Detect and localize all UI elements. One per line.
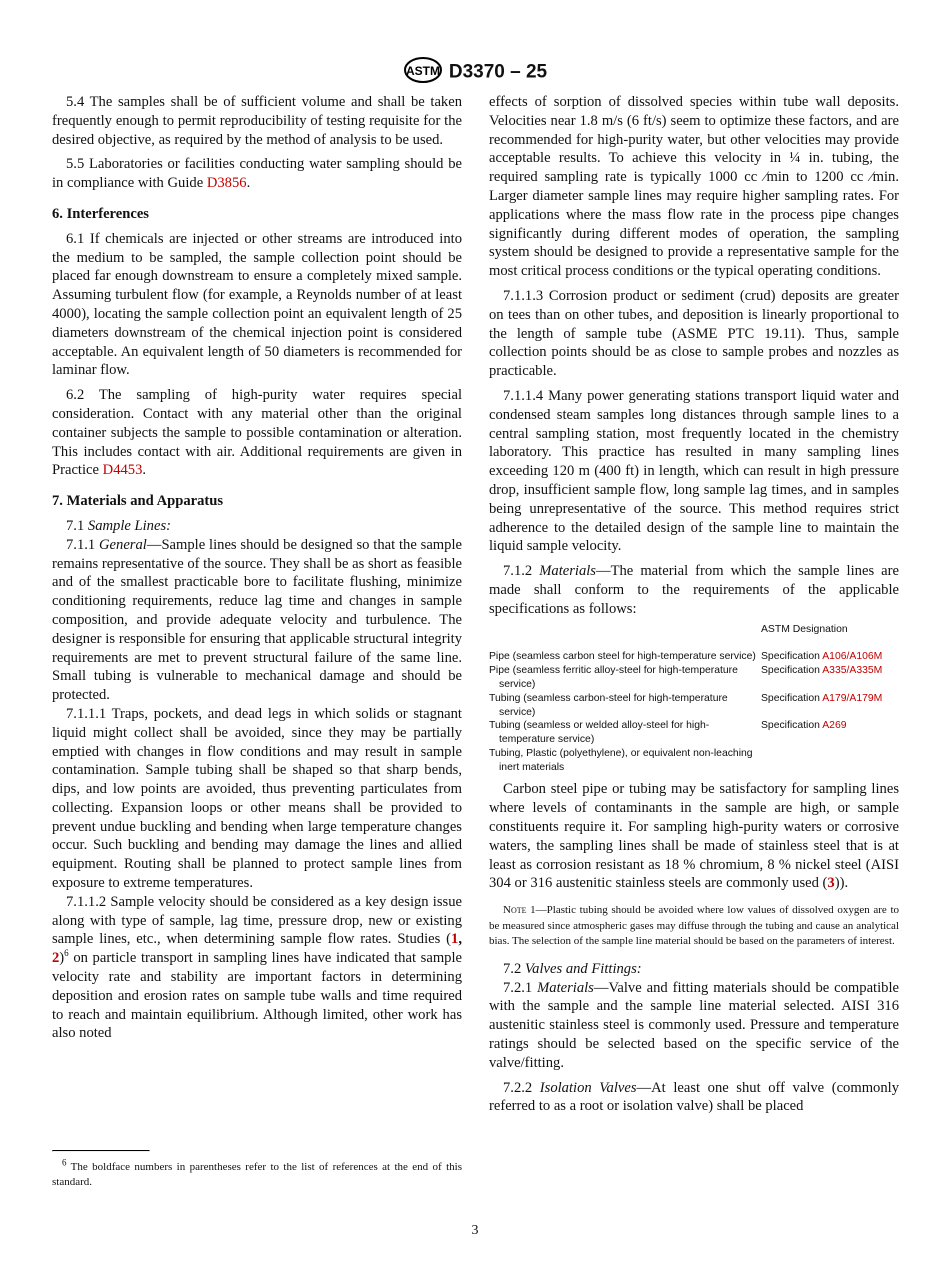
para-7-1-1-4: 7.1.1.4 Many power generating stations transport liquid water and condensed steam samples long distances through sample lines to a central sampling station, most frequently located in the chemistry laboratory. This practice has resulted in many sampling lines exceeding 120 m (400 ft) in length, which can result in high pressure drop, insufficient sample flow, long sample lag times, and in samples being unrepresentative of the source. This method requires strict adherence to the detailed design of the sample line to maintain the liquid sample velocity. — [489, 387, 899, 555]
subheading: Sample Lines: — [87, 517, 171, 534]
subheading: Isolation Valves — [539, 1079, 637, 1096]
text: —Valve and fitting materials should be compatible with the sample and the sample line material selected. AISI 316 austenitic stainless steel is commonly used. Pressure and temperature ratings should be selected based on the specific service of the valve/fitting. — [489, 979, 899, 1071]
text: —Sample lines should be designed so that the sample remains representative of the source. They shall be as short as feasible and of the smallest practicable bore to facilitate flushing, minimize conditioning requirements, reduce lag time and changes in sample composition, and provide adequate velocity and turbulence. The designer is responsible for ensuring that applicable structural integrity requirements are met to prevent structural failure of the same line. Small tubing is vulnerable to mechanical damage and should be protected. — [52, 536, 462, 704]
text: . — [246, 175, 251, 192]
para-7-2-1 — [489, 979, 899, 1073]
num: 7.1.1 — [66, 536, 100, 553]
num: 7.2.1 — [503, 979, 538, 996]
subheading: Valves and Fittings: — [524, 960, 642, 977]
subheading: Materials — [537, 979, 594, 996]
para-carbon-steel — [489, 780, 899, 893]
num: 7.1.2 — [503, 563, 540, 580]
page-number: 3 — [471, 1223, 479, 1238]
text: —At least one shut off valve (commonly referred to as a root or isolation valve) shall be placed — [489, 1079, 900, 1115]
spec-link[interactable]: A269 — [822, 720, 847, 732]
materials-table — [489, 623, 899, 775]
para-7-1-1-1: 7.1.1.1 Traps, pockets, and dead legs in which solids or stagnant liquid might collect shall be avoided, since they may be partially emptied with changes in flow conditions and may result in sample contamination. Sample tubing shall be shaped so that sharp bends, dips, and low points are avoided, thus preventing particulates from collecting. Expansion loops or other means shall be provided to prevent undue buckling and bending when large temperature changes occur. Such buckling and bending may damage the lines and allied equipment. Routing shall be planned to protect sample lines from exposure to extreme temperatures. — [52, 705, 462, 892]
table-row — [489, 650, 899, 664]
sep: , — [458, 931, 462, 948]
ref-link-1[interactable]: 1 — [451, 931, 459, 948]
table-row — [489, 747, 899, 775]
standard-designation: D3370 – 25 — [448, 61, 548, 83]
note-1 — [489, 903, 899, 950]
svg-text:ASTM: ASTM — [405, 64, 440, 78]
link-d4453[interactable]: D4453 — [102, 462, 143, 479]
subheading: Materials — [539, 563, 596, 580]
material-cell: Pipe (seamless carbon steel for high-temperature service) — [489, 651, 756, 663]
ref-link-3[interactable]: 3 — [827, 875, 835, 892]
left-column — [52, 93, 462, 1043]
right-column — [489, 93, 899, 1122]
text: on particle transport in sampling lines have indicated that sample velocity rate and stability are important factors in determining deposition and erosion rates on sample tube walls and time required to reach and maintain equilibrium. Although limited, other work has also noted — [52, 950, 462, 1042]
text: —The material from which the sample lines are made shall conform to the requirements of the applicable specifications as follows: — [489, 563, 899, 617]
text: . — [142, 462, 147, 479]
text: 6.2 The sampling of high-purity water requires special consideration. Contact with any material other than the original container subjects the sample to possible contamination or alteration. This includes contact with air. Additional requirements are given in Practice — [52, 387, 462, 479]
spec-label: Specification — [761, 720, 823, 732]
material-cell: Pipe (seamless ferritic alloy-steel for high-temperature service) — [489, 665, 738, 690]
text: )). — [834, 875, 849, 892]
num: 7.2 — [503, 960, 525, 977]
spec-cell — [761, 650, 899, 664]
material-cell: Tubing (seamless carbon-steel for high-temperature service) — [489, 692, 728, 718]
footnote-number: 6 — [62, 1157, 67, 1168]
spec-cell — [761, 664, 899, 692]
page-header — [0, 56, 950, 89]
footnote — [52, 1150, 462, 1196]
table-header: ASTM Designation — [761, 623, 848, 635]
para-7-1-1-3: 7.1.1.3 Corrosion product or sediment (crud) deposits are greater on tees than on other tubes, and deposition is linearly proportional to the length of sample tube (ASME PTC 19.11). Thus, sample collection points should be as close to sample probes and nozzles as practicable. — [489, 287, 899, 380]
para-7-1-1 — [52, 536, 462, 705]
ref-link-2[interactable]: 2 — [52, 950, 60, 967]
spec-cell — [761, 747, 899, 775]
table-row — [489, 719, 899, 747]
section-heading-7: 7. Materials and Apparatus — [52, 493, 224, 510]
num: 7.2.2 — [503, 1079, 540, 1096]
spec-label: Specification — [761, 651, 823, 663]
para-continued: effects of sorption of dissolved species within tube wall deposits. Velocities near 1.8 m/s (6 ft/s) seem to optimize these factors, and are recommended for high-purity water, but other velocities may provide acceptable results. To achieve this velocity in ¼ in. tubing, the required sampling rate is typically 1000 cc ⁄min to 1200 cc ⁄min. Larger diameter sample lines may require higher sampling rates. For applications where the mass flow rate in the process pipe changes significantly during different modes of operation, the sampling system should be designed to provide a representative sample for the most critical process conditions or the typical operating conditions. — [489, 94, 899, 280]
subheading: General — [99, 536, 147, 553]
para-7-1-1-2 — [52, 893, 462, 1043]
para-7-1-2 — [489, 562, 899, 618]
material-cell: Tubing, Plastic (polyethylene), or equivalent non-leaching inert materials — [489, 747, 753, 773]
spec-link[interactable]: A335/A335M — [822, 665, 883, 677]
num: 7.1 — [66, 517, 88, 534]
footnote-mark[interactable]: 6 — [64, 948, 69, 959]
section-heading-6: 6. Interferences — [52, 205, 149, 222]
spec-cell — [761, 692, 899, 720]
text: Carbon steel pipe or tubing may be satisfactory for sampling lines where levels of contaminants in the sample are high, or sample constituents require it. For sampling high-purity waters or corrosive waters, the sampling lines shall be made of stainless steel that is at least as corrosion resistant as 18 % chromium, 8 % nickel steel (AISI 304 or 316 austenitic stainless steels are commonly used ( — [489, 781, 899, 892]
spec-label: Specification — [761, 692, 823, 704]
para-6-2 — [52, 386, 462, 480]
note-text: —Plastic tubing should be avoided where low values of dissolved oxygen are to be measured since atmospheric gases may diffuse through the tubing and cause an analytical bias. The selection of the sample line material should be based on the parameters of interest. — [489, 904, 900, 948]
table-row — [489, 664, 899, 692]
table-row — [489, 692, 899, 720]
footnote-6 — [52, 1157, 462, 1190]
footnote-rule — [52, 1150, 150, 1152]
note-label: Note 1 — [503, 904, 536, 917]
para-7-2 — [489, 960, 899, 979]
spec-label: Specification — [761, 665, 823, 677]
text: 7.1.1.2 Sample velocity should be considered as a key design issue along with type of sample, lag time, pressure drop, new or existing sample lines, etc., when determining sample flow rates. Studies ( — [52, 893, 462, 948]
text: ) — [59, 950, 65, 967]
para-5-5 — [52, 155, 462, 193]
text: 5.5 Laboratories or facilities conducting water sampling should be in compliance with Guide — [52, 156, 462, 192]
para-6-1: 6.1 If chemicals are injected or other streams are introduced into the medium to be sampled, the sample collection point should be placed far enough downstream to ensure a completely mixed sample. Assuming turbulent flow (for example, a Reynolds number of at least 4000), locating the sample collection point an equivalent length of 25 diameters downstream of the chemical injection point is considered acceptable. An equivalent length of 50 diameters is recommended for laminar flow. — [52, 230, 462, 379]
link-d3856[interactable]: D3856 — [206, 175, 247, 192]
spec-link[interactable]: A106/A106M — [822, 651, 883, 663]
astm-logo-icon — [403, 56, 443, 89]
footnote-text: The boldface numbers in parentheses refer to the list of references at the end of this standard. — [52, 1161, 462, 1188]
spec-cell — [761, 719, 899, 747]
para-5-4: 5.4 The samples shall be of sufficient volume and shall be taken frequently enough to permit reproducibility of testing requisite for the desired objective, as required by the method of analysis to be used. — [52, 94, 462, 148]
material-cell: Tubing (seamless or welded alloy-steel for high-temperature service) — [489, 720, 710, 746]
para-7-1 — [52, 517, 462, 536]
para-7-2-2 — [489, 1079, 899, 1117]
spec-link[interactable]: A179/A179M — [822, 692, 883, 704]
